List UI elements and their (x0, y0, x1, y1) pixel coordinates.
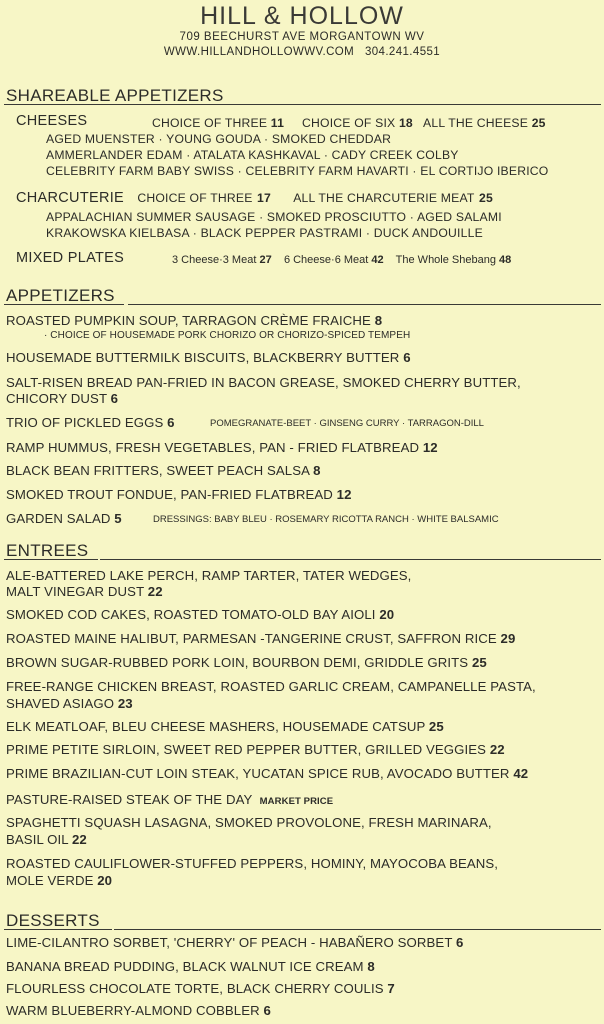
mixed-plates-label: MIXED PLATES (16, 250, 125, 266)
price: 48 (499, 254, 512, 266)
price: 18 (398, 116, 413, 130)
price: 17 (257, 191, 271, 205)
price: 25 (531, 116, 546, 130)
menu-item: ELK MEATLOAF, BLEU CHEESE MASHERS, HOUSEMADE CATSUP 25 (6, 719, 444, 734)
menu-item: BASIL OIL 22 (6, 832, 87, 847)
menu-item: TRIO OF PICKLED EGGS 6 (6, 415, 175, 430)
cheeses-row (16, 112, 87, 130)
menu-item: WARM BLUEBERRY-ALMOND COBBLER 6 (6, 1003, 271, 1018)
menu-item: SPAGHETTI SQUASH LASAGNA, SMOKED PROVOLONE, FRESH MARINARA, (6, 815, 492, 830)
mixed-option: The Whole Shebang (395, 254, 496, 266)
cheese-option-all: ALL THE CHEESE (423, 116, 529, 130)
section-rule (100, 559, 601, 560)
mixed-plate-options (172, 254, 511, 266)
section-title-shareable: SHAREABLE APPETIZERS (6, 86, 224, 105)
section-rule (128, 304, 601, 305)
website-link[interactable]: WWW.HILLANDHOLLOWWV.COM (163, 46, 355, 58)
menu-item: LIME-CILANTRO SORBET, 'CHERRY' OF PEACH - HABAÑERO SORBET 6 (6, 935, 464, 950)
menu-item: PRIME PETITE SIRLOIN, SWEET RED PEPPER BUTTER, GRILLED VEGGIES 22 (6, 742, 505, 757)
menu-item: GARDEN SALAD 5 (6, 511, 122, 526)
menu-item: ROASTED PUMPKIN SOUP, TARRAGON CRÈME FRAICHE 8 (6, 313, 383, 328)
dressing-options: DRESSINGS: BABY BLEU · ROSEMARY RICOTTA RANCH · WHITE BALSAMIC (153, 514, 499, 525)
charcuterie-list-line: KRAKOWSKA KIELBASA · BLACK PEPPER PASTRAMI · DUCK ANDOUILLE (46, 226, 483, 240)
egg-options: POMEGRANATE-BEET · GINSENG CURRY · TARRAGON-DILL (210, 418, 484, 429)
section-rule (4, 304, 124, 305)
section-rule (114, 929, 601, 930)
menu-item: ALE-BATTERED LAKE PERCH, RAMP TARTER, TATER WEDGES, (6, 568, 412, 583)
phone-number: 304.241.4551 (364, 46, 441, 58)
charcuterie-list-line: APPALACHIAN SUMMER SAUSAGE · SMOKED PROSCIUTTO · AGED SALAMI (46, 210, 502, 224)
charcuterie-label: CHARCUTERIE (16, 190, 125, 206)
section-title-desserts: DESSERTS (6, 911, 100, 930)
cheese-options (152, 116, 546, 130)
menu-item: MOLE VERDE 20 (6, 873, 113, 888)
menu-item: BANANA BREAD PUDDING, BLACK WALNUT ICE CREAM 8 (6, 959, 375, 974)
menu-item-note: · CHOICE OF HOUSEMADE PORK CHORIZO OR CHORIZO-SPICED TEMPEH (44, 330, 411, 341)
price: 42 (371, 254, 384, 266)
menu-item: ROASTED MAINE HALIBUT, PARMESAN -TANGERINE CRUST, SAFFRON RICE 29 (6, 631, 516, 646)
menu-item: ROASTED CAULIFLOWER-STUFFED PEPPERS, HOMINY, MAYOCOBA BEANS, (6, 856, 499, 871)
section-title-appetizers: APPETIZERS (6, 286, 115, 305)
section-rule (4, 104, 252, 105)
restaurant-name: HILL & HOLLOW (200, 2, 404, 30)
menu-item: FREE-RANGE CHICKEN BREAST, ROASTED GARLIC CREAM, CAMPANELLE PASTA, (6, 679, 536, 694)
menu-item: SHAVED ASIAGO 23 (6, 696, 133, 711)
section-rule (252, 104, 601, 105)
menu-item: PRIME BRAZILIAN-CUT LOIN STEAK, YUCATAN SPICE RUB, AVOCADO BUTTER 42 (6, 766, 529, 781)
price: 11 (270, 116, 285, 130)
charcuterie-option-all: ALL THE CHARCUTERIE MEAT (293, 191, 475, 205)
menu-item: FLOURLESS CHOCOLATE TORTE, BLACK CHERRY COULIS 7 (6, 981, 395, 996)
price: 25 (479, 191, 493, 205)
charcuterie-option-three: CHOICE OF THREE (137, 191, 253, 205)
menu-item: MALT VINEGAR DUST 22 (6, 584, 163, 599)
section-title-entrees: ENTREES (6, 541, 89, 560)
section-rule (4, 929, 112, 930)
cheese-list-line: AGED MUENSTER · YOUNG GOUDA · SMOKED CHEDDAR (46, 132, 392, 146)
menu-item: HOUSEMADE BUTTERMILK BISCUITS, BLACKBERRY BUTTER 6 (6, 350, 411, 365)
menu-item: SALT-RISEN BREAD PAN-FRIED IN BACON GREASE, SMOKED CHERRY BUTTER, (6, 375, 521, 390)
charcuterie-row (16, 189, 493, 207)
contact-line (0, 46, 604, 58)
cheese-option-six: CHOICE OF SIX (302, 116, 396, 130)
menu-item: BROWN SUGAR-RUBBED PORK LOIN, BOURBON DEMI, GRIDDLE GRITS 25 (6, 655, 487, 670)
menu-item: PASTURE-RAISED STEAK OF THE DAY MARKET PRICE (6, 792, 334, 807)
menu-item: SMOKED TROUT FONDUE, PAN-FRIED FLATBREAD 12 (6, 487, 352, 502)
menu-item: CHICORY DUST 6 (6, 391, 119, 406)
section-rule (4, 559, 98, 560)
cheese-list-line: AMMERLANDER EDAM · ATALATA KASHKAVAL · CADY CREEK COLBY (46, 148, 459, 162)
mixed-plates-row (16, 249, 124, 267)
restaurant-address: 709 BEECHURST AVE MORGANTOWN WV (179, 31, 425, 43)
cheeses-label: CHEESES (16, 113, 88, 129)
market-price: MARKET PRICE (259, 796, 334, 807)
mixed-option: 6 Cheese·6 Meat (283, 254, 369, 266)
cheese-list-line: CELEBRITY FARM BABY SWISS · CELEBRITY FARM HAVARTI · EL CORTIJO IBERICO (46, 164, 549, 178)
menu-item: BLACK BEAN FRITTERS, SWEET PEACH SALSA 8 (6, 463, 321, 478)
menu-item: SMOKED COD CAKES, ROASTED TOMATO-OLD BAY AIOLI 20 (6, 607, 395, 622)
price: 27 (259, 254, 272, 266)
menu-item: RAMP HUMMUS, FRESH VEGETABLES, PAN - FRIED FLATBREAD 12 (6, 440, 438, 455)
cheese-option-three: CHOICE OF THREE (152, 116, 268, 130)
mixed-option: 3 Cheese·3 Meat (172, 254, 257, 266)
